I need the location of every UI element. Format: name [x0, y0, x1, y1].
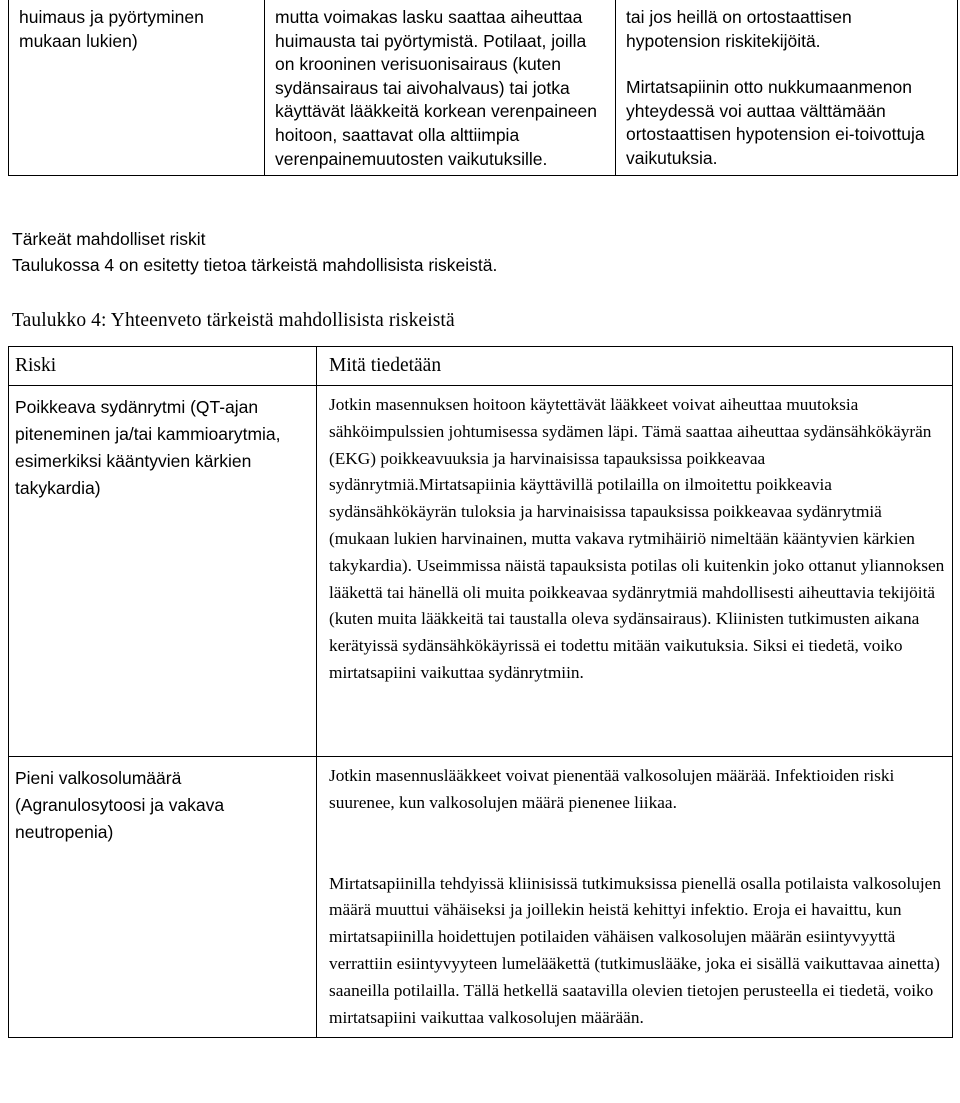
risk-info-text-2: Mirtatsapiinilla tehdyissä kliinisissä tutkimuksissa pienellä osalla potilaista valkosolujen määrä muuttui vähäiseksi ja joillekin heistä kehittyi infektio. Eroja ei havaittu, kun mirtatsapiinilla hoidettujen potilaiden vähäisen valkosolujen määrän esiintyvyyttä verrattiin esiintyvyyteen lumelääkettä (tutkimuslääke, joka ei sisällä vaikuttavaa ainetta) saaneilla potilailla. Tällä hetkellä saatavilla olevien tietojen perusteella ei tiedetä, voiko mirtatsapiini vaikuttaa valkosolujen määrään.	[329, 873, 941, 1027]
risk-info-cell	[317, 386, 953, 757]
continued-prevention-text-1: tai jos heillä on ortostaattisen hypotension riskitekijöitä.	[626, 7, 852, 51]
risk-name-cell: Poikkeava sydänrytmi (QT-ajan piteneminen ja/tai kammioarytmia, esimerkiksi kääntyvien kärkien takykardia)	[9, 386, 317, 757]
continued-risk-text: huimaus ja pyörtyminen mukaan lukien)	[19, 7, 204, 51]
table-header-row	[9, 347, 953, 386]
continued-info-text: mutta voimakas lasku saattaa aiheuttaa huimausta tai pyörtymistä. Potilaat, joilla on krooninen verisuonisairaus (kuten sydänsairaus tai aivohalvaus) tai jotka käyttävät lääkkeitä korkean verenpaineen hoitoon, saattavat olla alttiimpia verenpainemuutosten vaikutuksille.	[275, 7, 598, 169]
risk-info-text: Jotkin masennuksen hoitoon käytettävät lääkkeet voivat aiheuttaa muutoksia sähköimpulssien johtumisessa sydämen läpi. Tämä saattaa aiheuttaa sydänsähkökäyrän (EKG) poikkeavuuksia ja harvinaisissa tapauksissa poikkeavaa sydänrytmiä.Mirtatsapiinia käyttävillä potilailla on ilmoitettu poikkeavia sydänsähkökäyrän tuloksia ja harvinaisissa tapauksissa poikkeavaa sydänrytmiä (mukaan lukien harvinainen, mutta vakava rytmihäiriö nimeltään kääntyvien kärkien takykardia). Useimmissa näistä tapauksista potilas oli kuitenkin joko ottanut yliannoksen lääkettä tai hänellä oli muita poikkeavaa sydänrytmiä mahdollisesti aiheuttavia tekijöitä (kuten muita lääkkeitä tai taustalla oleva sydänsairaus). Kliinisten tutkimusten aikana kerätyissä sydänsähkökäyrissä ei todettu mitään vaikutuksia. Siksi ei tiedetä, voiko mirtatsapiini vaikuttaa sydänrytmiin.	[329, 395, 945, 682]
continued-prevention-text-2: Mirtatsapiinin otto nukkumaanmenon yhteydessä voi auttaa välttämään ortostaattisen hypotension ei-toivottuja vaikutuksia.	[626, 77, 925, 168]
risk-info-cell	[317, 757, 953, 1038]
table-row	[9, 386, 953, 757]
section-heading: Tärkeät mahdolliset riskit	[12, 229, 206, 249]
risk-info-text-1: Jotkin masennuslääkkeet voivat pienentää valkosolujen määrää. Infektioiden riski suurenee, kun valkosolujen määrä pienenee liikaa.	[329, 766, 895, 812]
table-row	[9, 757, 953, 1038]
header-what-is-known: Mitä tiedetään	[317, 347, 953, 386]
continued-table-row	[9, 0, 958, 176]
continued-risk-cell	[9, 0, 265, 176]
section-intro-text: Taulukossa 4 on esitetty tietoa tärkeistä mahdollisista riskeistä.	[12, 255, 498, 275]
risk-name-cell: Pieni valkosolumäärä (Agranulosytoosi ja vakava neutropenia)	[9, 757, 317, 1038]
continued-info-cell	[265, 0, 616, 176]
continued-table	[8, 0, 958, 176]
risk-summary-table	[8, 346, 953, 1038]
continued-prevention-cell	[616, 0, 958, 176]
table-caption: Taulukko 4: Yhteenveto tärkeistä mahdollisista riskeistä	[12, 310, 455, 331]
header-risk: Riski	[9, 347, 317, 386]
